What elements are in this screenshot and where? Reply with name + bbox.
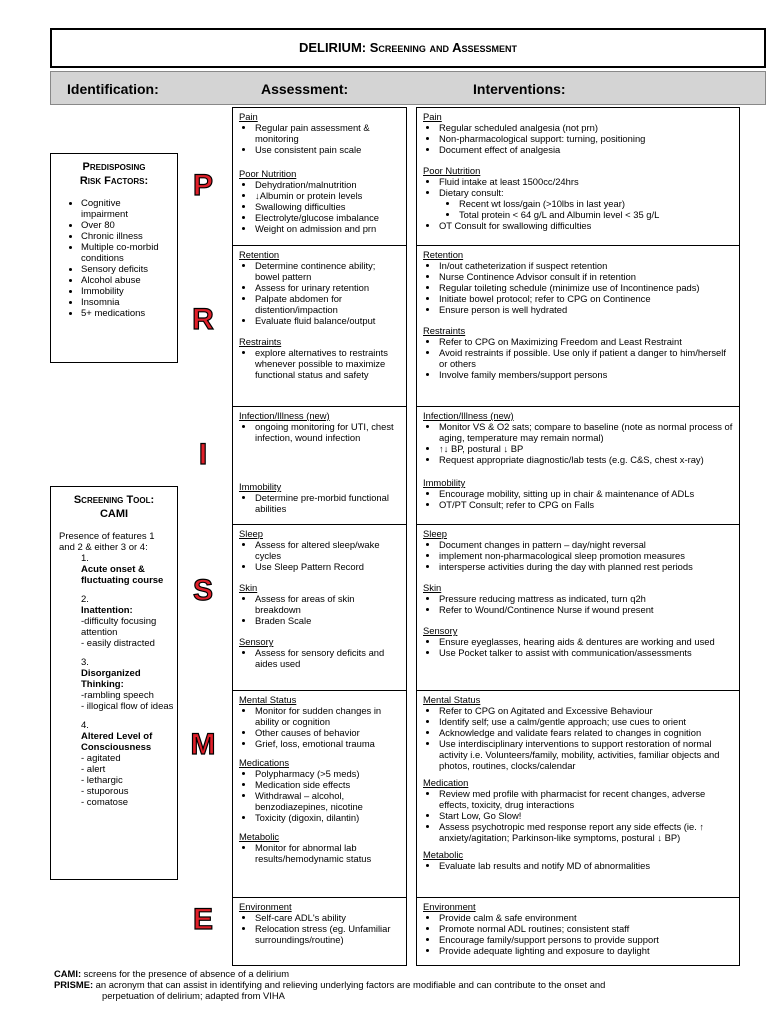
- section-item: • Evaluate lab results and notify MD of abnormalities: [439, 860, 733, 871]
- predisposing-risk-factors-box: [50, 153, 178, 363]
- interventions-cell: [417, 246, 739, 406]
- section-title: Pain: [239, 111, 258, 122]
- section: [239, 831, 400, 864]
- cami-feature-text: [81, 668, 181, 712]
- section-item: • Acknowledge and validate fears related to changes in cognition: [439, 727, 733, 738]
- section-item: • Use Pocket talker to assist with communication/assessments: [439, 647, 733, 658]
- prisme-footnote-cont: perpetuation of delirium; adapted from VIHA: [102, 990, 285, 1001]
- cami-feature-title: Disorganized Thinking:: [81, 668, 141, 690]
- risk-factor-item: • Cognitive impairment: [81, 198, 169, 220]
- section: [239, 336, 400, 380]
- section-item: • Nurse Continence Advisor consult if in retention: [439, 271, 733, 282]
- section-item: • Avoid restraints if possible. Use only if patient a danger to him/herself or others: [439, 347, 733, 369]
- section-list: [239, 912, 400, 945]
- section: [423, 325, 733, 380]
- row-line: [416, 965, 740, 966]
- section-item: • Relocation stress (eg. Unfamiliar surroundings/routine): [255, 923, 400, 945]
- section-item: • Refer to CPG on Agitated and Excessive Behaviour: [439, 705, 733, 716]
- section-item: • Medication side effects: [255, 779, 400, 790]
- section-item: • Provide calm & safe environment: [439, 912, 733, 923]
- section: [239, 410, 400, 443]
- section-item: • Other causes of behavior: [255, 727, 400, 738]
- section: [423, 694, 733, 771]
- predisposing-title: Predisposing Risk Factors:: [79, 161, 149, 187]
- section-item: • Assess for areas of skin breakdown: [255, 593, 400, 615]
- section-list: [423, 260, 733, 315]
- title-rest: Screening and Assessment: [369, 40, 518, 55]
- interventions-cell: [417, 898, 739, 965]
- section: [423, 477, 733, 510]
- section-item: • Monitor for sudden changes in ability or cognition: [255, 705, 400, 727]
- section-item: • Polypharmacy (>5 meds): [255, 768, 400, 779]
- section-item: • Document effect of analgesia: [439, 144, 733, 155]
- letter-m: M: [190, 728, 216, 761]
- cami-feature-title: Inattention:: [81, 605, 133, 616]
- section: [239, 168, 400, 234]
- section-title: Environment: [423, 901, 476, 912]
- section-item: • Dehydration/malnutrition: [255, 179, 400, 190]
- section-title: Restraints: [423, 325, 466, 336]
- section-title: Mental Status: [423, 694, 481, 705]
- letter-r: R: [192, 303, 214, 336]
- risk-factor-item: • Chronic illness: [81, 231, 169, 242]
- section: [239, 901, 400, 945]
- risk-factor-item: • Sensory deficits: [81, 264, 169, 275]
- section-item: • Encourage mobility, sitting up in chair & maintenance of ADLs: [439, 488, 733, 499]
- section: [239, 111, 400, 155]
- section-item: • OT/PT Consult; refer to CPG on Falls: [439, 499, 733, 510]
- section-list: [239, 122, 400, 155]
- cami-feature-title: Acute onset & fluctuating course: [81, 564, 164, 586]
- cami-feature-detail: -rambling speech: [81, 690, 154, 701]
- letter-i: I: [198, 438, 208, 471]
- title-bold: DELIRIUM:: [298, 40, 367, 55]
- footer-notes: [54, 968, 754, 1001]
- section-item: • Encourage family/support persons to provide support: [439, 934, 733, 945]
- section-list: [239, 260, 400, 326]
- section-list: [239, 768, 400, 823]
- section: [239, 636, 400, 669]
- letter-s: S: [192, 574, 213, 607]
- assessment-cell: [233, 525, 406, 690]
- section-item: • Refer to CPG on Maximizing Freedom and Least Restraint: [439, 336, 733, 347]
- section-item: • Identify self; use a calm/gentle approach; use cues to orient: [439, 716, 733, 727]
- cami-feature-detail: - lethargic: [81, 775, 123, 786]
- section-title: Immobility: [423, 477, 466, 488]
- section: [423, 901, 733, 956]
- section-item: • Involve family members/support persons: [439, 369, 733, 380]
- section-item: • Document changes in pattern – day/night reversal: [439, 539, 733, 550]
- section-item: • Review med profile with pharmacist for recent changes, adverse effects, toxicity, drug interactions: [439, 788, 733, 810]
- cami-feature-detail: - alert: [81, 764, 106, 775]
- section-item: • Regular toileting schedule (minimize use of Incontinence pads): [439, 282, 733, 293]
- section: [239, 481, 400, 514]
- screening-tool-box: [50, 486, 178, 880]
- section-list: [239, 421, 400, 443]
- cami-feature-number: 2.: [81, 594, 89, 605]
- section-title: Pain: [423, 111, 442, 122]
- prisme-footnote: PRISME: an acronym that can assist in identifying and relieving underlying factors are modifiable and can contribute to the onset and: [54, 979, 606, 990]
- section-item: • Assess for sensory deficits and aides used: [255, 647, 400, 669]
- interventions-header: Interventions:: [473, 81, 566, 97]
- section-list: [239, 492, 400, 514]
- cami-feature-number: 4.: [81, 720, 89, 731]
- section: [239, 757, 400, 823]
- section-title: Sleep: [239, 528, 263, 539]
- section-item: • Determine continence ability; bowel pattern: [255, 260, 400, 282]
- cami-feature-text: [81, 605, 181, 649]
- section-item: • Toxicity (digoxin, dilantin): [255, 812, 400, 823]
- section-item: • Determine pre-morbid functional abilities: [255, 492, 400, 514]
- interventions-cell: [417, 691, 739, 897]
- section-title: Sleep: [423, 528, 447, 539]
- cami-feature-text: [81, 564, 181, 586]
- section: [423, 849, 733, 871]
- letter-e: E: [192, 903, 213, 936]
- cami-feature: [81, 594, 169, 649]
- interventions-right-border: [739, 107, 740, 965]
- section-title: Environment: [239, 901, 292, 912]
- risk-factor-item: • Insomnia: [81, 297, 169, 308]
- section-list: [239, 179, 400, 234]
- cami-feature-detail: -difficulty focusing attention: [81, 616, 157, 638]
- section-title: Sensory: [423, 625, 458, 636]
- section-list: [423, 788, 733, 843]
- cami-feature-detail: - illogical flow of ideas: [81, 701, 174, 712]
- section-list: [239, 705, 400, 749]
- column-header-bar: [50, 71, 766, 105]
- section-title: Sensory: [239, 636, 274, 647]
- section-item: • Withdrawal – alcohol, benzodiazepines, nicotine: [255, 790, 400, 812]
- section-item: • Non-pharmacological support: turning, positioning: [439, 133, 733, 144]
- cami-footnote: CAMI: screens for the presence of absence of a delirium: [54, 968, 290, 979]
- risk-factor-item: • 5+ medications: [81, 308, 169, 319]
- section-list: [423, 705, 733, 771]
- row-line: [232, 965, 407, 966]
- section-item: • explore alternatives to restraints whenever possible to maximize functional status and safety: [255, 347, 400, 380]
- cami-feature-title: Altered Level of Consciousness: [81, 731, 153, 753]
- section-title: Medications: [239, 757, 290, 768]
- section-item: • intersperse activities during the day with planned rest periods: [439, 561, 733, 572]
- section: [423, 625, 733, 658]
- section-item: • Refer to Wound/Continence Nurse if wound present: [439, 604, 733, 615]
- section-list: [423, 176, 733, 231]
- section: [239, 582, 400, 626]
- risk-factor-list: [59, 198, 169, 319]
- section-title: Restraints: [239, 336, 282, 347]
- section-title: Immobility: [239, 481, 282, 492]
- section-item: • Pressure reducing mattress as indicated, turn q2h: [439, 593, 733, 604]
- section-list: [423, 912, 733, 956]
- cami-feature-detail: - comatose: [81, 797, 128, 808]
- section-item: • Use consistent pain scale: [255, 144, 400, 155]
- section: [423, 111, 733, 155]
- section-item: • Braden Scale: [255, 615, 400, 626]
- section-list: [239, 647, 400, 669]
- section-item: • Ensure eyeglasses, hearing aids & dentures are working and used: [439, 636, 733, 647]
- section-list: [423, 421, 733, 465]
- section-item: • Swallowing difficulties: [255, 201, 400, 212]
- section-item: • Use Sleep Pattern Record: [255, 561, 400, 572]
- risk-factor-item: • Multiple co-morbid conditions: [81, 242, 169, 264]
- risk-factor-item: • Immobility: [81, 286, 169, 297]
- section-item: • Assess psychotropic med response report any side effects (ie. ↑ anxiety/agitation; Parkinson-like symptoms, postural ↓ BP): [439, 821, 733, 843]
- interventions-cell: [417, 525, 739, 690]
- screening-intro: Presence of features 1 and 2 & either 3 or 4:: [59, 531, 155, 553]
- cami-feature-detail: - stuporous: [81, 786, 129, 797]
- cami-feature: [81, 720, 169, 808]
- section: [423, 777, 733, 843]
- section-title: Metabolic: [423, 849, 464, 860]
- section-item: • Request appropriate diagnostic/lab tests (e.g. C&S, chest x-ray): [439, 454, 733, 465]
- section-item: • OT Consult for swallowing difficulties: [439, 220, 733, 231]
- cami-feature-detail: - agitated: [81, 753, 121, 764]
- interventions-cell: [417, 108, 739, 245]
- section-title: Skin: [423, 582, 442, 593]
- section-item: • Dietary consult: • Recent wt loss/gain (>10lbs in last year) • Total protein < 64 g/L and Albumin level < 35 g/L: [439, 187, 733, 220]
- section: [423, 410, 733, 465]
- section: [423, 582, 733, 615]
- section: [239, 249, 400, 326]
- assessment-cell: [233, 407, 406, 524]
- section-item: • Provide adequate lighting and exposure to daylight: [439, 945, 733, 956]
- section-item: • Palpate abdomen for distention/impaction: [255, 293, 400, 315]
- section-item: • Evaluate fluid balance/output: [255, 315, 400, 326]
- letter-p: P: [192, 169, 213, 202]
- section-item: • Initiate bowel protocol; refer to CPG on Continence: [439, 293, 733, 304]
- section-item: • ongoing monitoring for UTI, chest infection, wound infection: [255, 421, 400, 443]
- section-item: • Promote normal ADL routines; consistent staff: [439, 923, 733, 934]
- assessment-cell: [233, 898, 406, 965]
- cami-feature-number: 3.: [81, 657, 89, 668]
- section-list: [239, 539, 400, 572]
- assessment-header: Assessment:: [261, 81, 349, 97]
- section-item: • Assess for altered sleep/wake cycles: [255, 539, 400, 561]
- risk-factor-item: • Alcohol abuse: [81, 275, 169, 286]
- section-title: Infection/Illness (new): [423, 410, 514, 421]
- section-item: • Ensure person is well hydrated: [439, 304, 733, 315]
- section-item: • implement non-pharmacological sleep promotion measures: [439, 550, 733, 561]
- section-item: • Grief, loss, emotional trauma: [255, 738, 400, 749]
- section-item: • ↑↓ BP, postural ↓ BP: [439, 443, 733, 454]
- section-item: • Start Low, Go Slow!: [439, 810, 733, 821]
- document-title: [50, 28, 766, 68]
- cami-feature: [81, 657, 174, 712]
- identification-header: Identification:: [67, 81, 159, 97]
- sub-item: • Total protein < 64 g/L and Albumin level < 35 g/L: [459, 209, 733, 220]
- section: [423, 249, 733, 315]
- section-title: Poor Nutrition: [239, 168, 297, 179]
- section-list: [423, 636, 733, 658]
- section-list: [423, 539, 733, 572]
- risk-factor-item: • Over 80: [81, 220, 169, 231]
- section-item: • Fluid intake at least 1500cc/24hrs: [439, 176, 733, 187]
- section-list: [239, 347, 400, 380]
- section-item: • Monitor VS & O2 sats; compare to baseline (note as normal process of aging, temperature may remain normal): [439, 421, 733, 443]
- cami-feature-list: [59, 553, 174, 808]
- cami-feature-detail: - easily distracted: [81, 638, 155, 649]
- section-list: [423, 336, 733, 380]
- cami-feature-text: [81, 731, 181, 808]
- section-title: Metabolic: [239, 831, 280, 842]
- section-title: Retention: [239, 249, 280, 260]
- section: [423, 528, 733, 572]
- section-list: [423, 122, 733, 155]
- assessment-cell: [233, 108, 406, 245]
- section-item: • Regular pain assessment & monitoring: [255, 122, 400, 144]
- sub-list: [439, 198, 733, 220]
- section: [239, 528, 400, 572]
- section: [423, 165, 733, 231]
- section-title: Retention: [423, 249, 464, 260]
- assessment-right-border: [406, 107, 407, 965]
- section-item: • Monitor for abnormal lab results/hemodynamic status: [255, 842, 400, 864]
- section-item: • Assess for urinary retention: [255, 282, 400, 293]
- section-title: Medication: [423, 777, 469, 788]
- section-list: [423, 488, 733, 510]
- interventions-cell: [417, 407, 739, 524]
- section-item: • Weight on admission and prn: [255, 223, 400, 234]
- section-item: • In/out catheterization if suspect retention: [439, 260, 733, 271]
- section-title: Skin: [239, 582, 258, 593]
- screening-title: Screening Tool: CAMI: [73, 494, 155, 520]
- section-list: [423, 593, 733, 615]
- sub-item: • Recent wt loss/gain (>10lbs in last year): [459, 198, 733, 209]
- section-title: Poor Nutrition: [423, 165, 481, 176]
- section-list: [239, 842, 400, 864]
- assessment-cell: [233, 246, 406, 406]
- section: [239, 694, 400, 749]
- assessment-cell: [233, 691, 406, 897]
- section-item: • Electrolyte/glucose imbalance: [255, 212, 400, 223]
- section-title: Infection/Illness (new): [239, 410, 330, 421]
- section-item: • Regular scheduled analgesia (not prn): [439, 122, 733, 133]
- section-item: • Use interdisciplinary interventions to support restoration of normal activity i.e. Volunteers/family, mobility, activities, familiar objects and photos, routines, clocks/calendar: [439, 738, 733, 771]
- cami-feature: [81, 553, 169, 586]
- section-item: • ↓Albumin or protein levels: [255, 190, 400, 201]
- section-list: [239, 593, 400, 626]
- section-item: • Self-care ADL's ability: [255, 912, 400, 923]
- section-list: [423, 860, 733, 871]
- section-title: Mental Status: [239, 694, 297, 705]
- cami-feature-number: 1.: [81, 553, 89, 564]
